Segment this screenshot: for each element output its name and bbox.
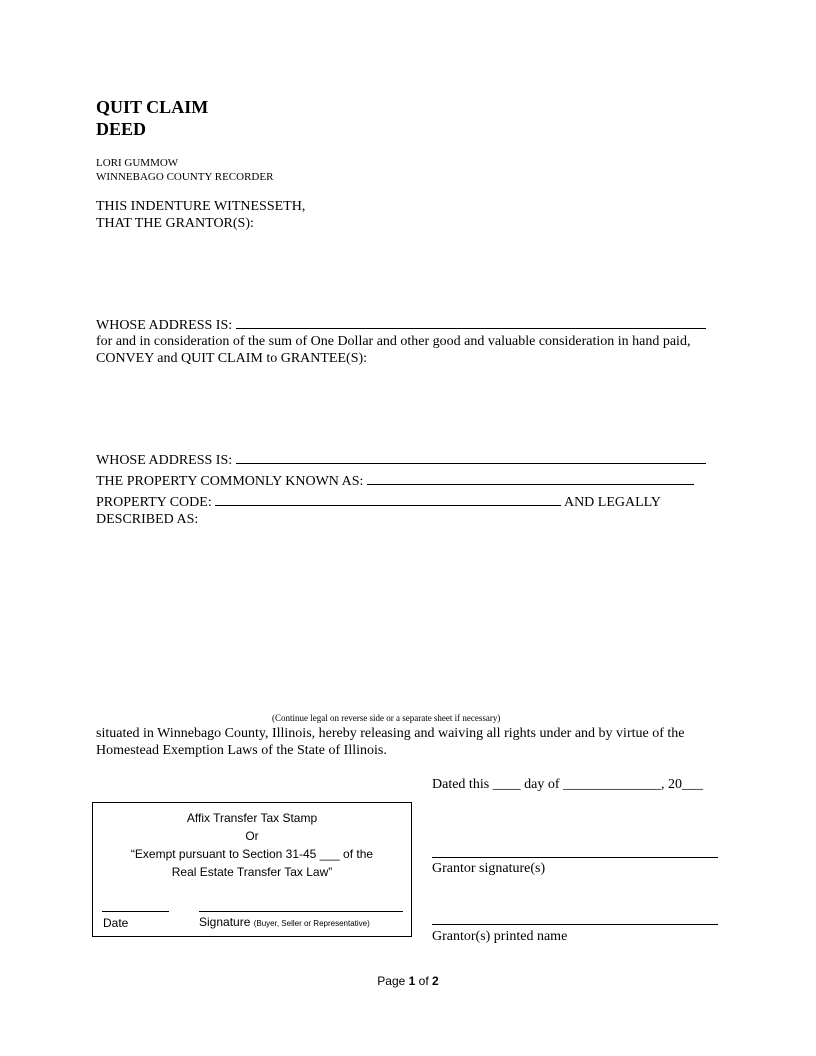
grantor-printed-label: Grantor(s) printed name — [432, 929, 568, 944]
recorder-office: WINNEBAGO COUNTY RECORDER — [96, 171, 274, 183]
footer-page-word: Page — [377, 974, 406, 988]
property-code-label: PROPERTY CODE: — [96, 495, 212, 510]
grantor-signature-line[interactable] — [432, 857, 718, 858]
transfer-tax-stamp-box — [92, 802, 412, 937]
dated-prefix: Dated this — [432, 777, 490, 792]
stamp-line-1: Affix Transfer Tax Stamp — [186, 811, 318, 825]
footer-of-word: of — [418, 974, 429, 988]
dated-day-of: day of — [524, 777, 560, 792]
grantee-address-row — [96, 451, 706, 469]
property-known-field[interactable] — [367, 472, 694, 485]
indenture-line-1: THIS INDENTURE WITNESSETH, — [96, 199, 306, 214]
legally-label: AND LEGALLY — [563, 495, 661, 510]
stamp-signature-line[interactable] — [199, 911, 403, 912]
grantor-address-field[interactable] — [236, 316, 706, 329]
stamp-line-3: “Exempt pursuant to Section 31-45 ___ of the — [130, 847, 374, 861]
stamp-signature-label: Signature — [199, 915, 251, 929]
stamp-date-label: Date — [103, 916, 129, 930]
grantor-address-label: WHOSE ADDRESS IS: — [96, 318, 233, 333]
situated-block — [96, 725, 684, 759]
indenture-line-2: THAT THE GRANTOR(S): — [96, 216, 254, 231]
page-footer — [0, 974, 816, 988]
situated-line-1: situated in Winnebago County, Illinois, hereby releasing and waiving all rights under and by virtue of the — [96, 726, 685, 741]
dated-day-blank[interactable]: ____ — [492, 777, 521, 792]
grantee-address-label: WHOSE ADDRESS IS: — [96, 453, 233, 468]
property-code-field[interactable] — [215, 493, 561, 506]
described-label: DESCRIBED AS: — [96, 512, 199, 527]
consideration-line-1: for and in consideration of the sum of One Dollar and other good and valuable consideration in hand paid, — [96, 334, 691, 349]
grantor-signature-label: Grantor signature(s) — [432, 861, 546, 876]
title-line-1: QUIT CLAIM — [96, 97, 209, 117]
consideration-block — [96, 333, 690, 367]
consideration-line-2: CONVEY and QUIT CLAIM to GRANTEE(S): — [96, 351, 368, 366]
grantor-address-row — [96, 316, 706, 334]
situated-line-2: Homestead Exemption Laws of the State of Illinois. — [96, 743, 387, 758]
property-known-label: THE PROPERTY COMMONLY KNOWN AS: — [96, 474, 364, 489]
recorder-name: LORI GUMMOW — [96, 157, 179, 169]
grantee-address-field[interactable] — [236, 451, 706, 464]
dated-month-blank[interactable]: ______________, — [563, 777, 665, 792]
grantor-printed-line[interactable] — [432, 924, 718, 925]
title-line-2: DEED — [96, 119, 147, 139]
footer-page-num: 1 — [408, 974, 416, 988]
stamp-line-4: Real Estate Transfer Tax Law” — [171, 865, 333, 879]
dated-year[interactable]: 20___ — [668, 777, 704, 792]
footer-page-total: 2 — [432, 974, 439, 988]
indenture-block — [96, 198, 305, 232]
stamp-signature-note: (Buyer, Seller or Representative) — [253, 919, 370, 928]
recorder-block — [96, 156, 273, 184]
document-title — [96, 96, 208, 140]
dated-row — [432, 776, 703, 793]
continue-note: (Continue legal on reverse side or a separate sheet if necessary) — [272, 713, 501, 723]
stamp-signature-block — [199, 915, 370, 929]
stamp-date-line[interactable] — [102, 911, 169, 912]
stamp-line-2: Or — [245, 829, 259, 843]
property-known-row — [96, 472, 694, 490]
property-code-row — [96, 493, 661, 511]
